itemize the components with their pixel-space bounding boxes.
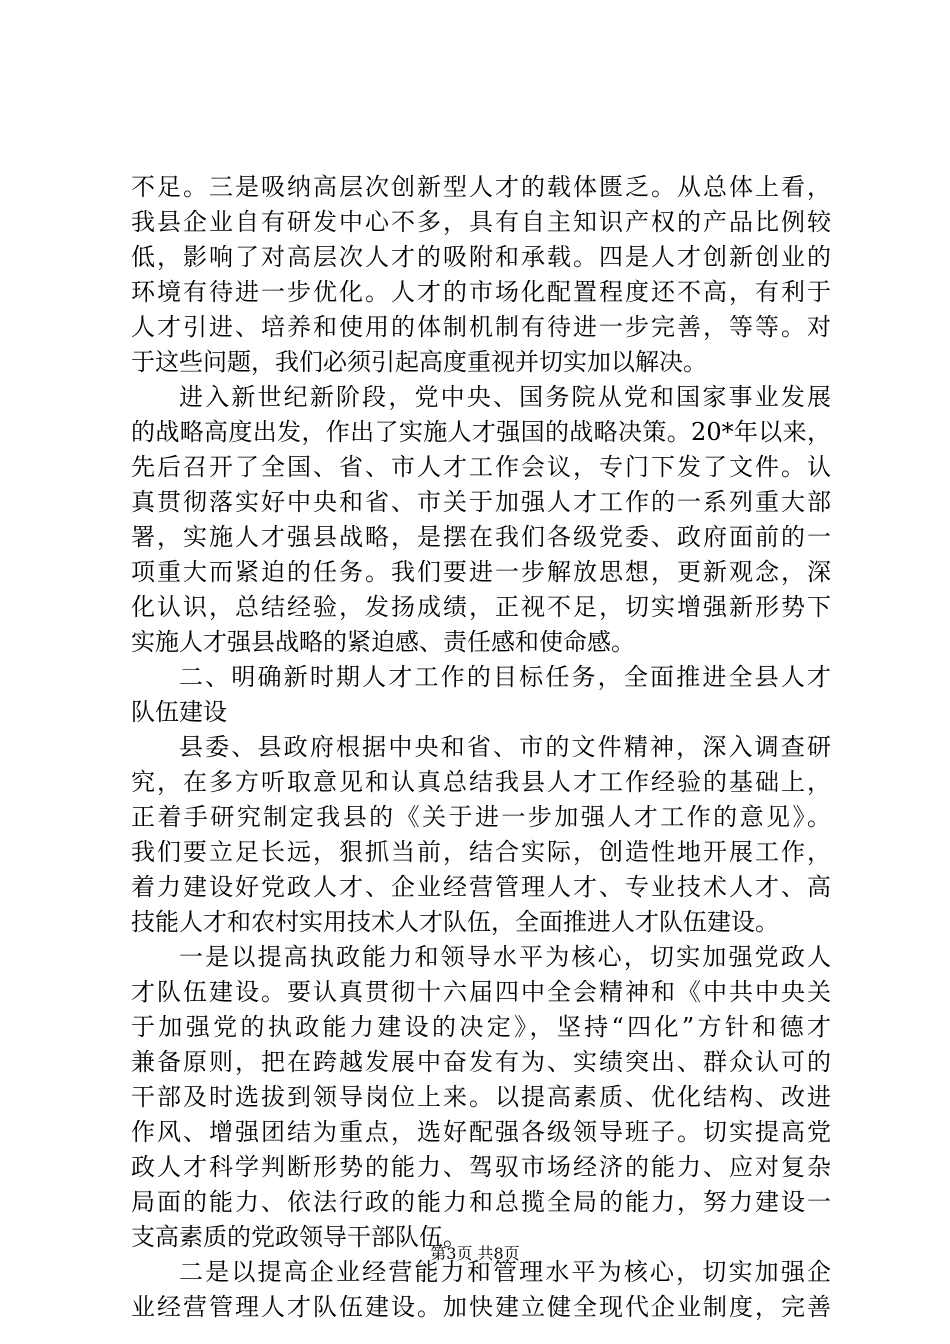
text-line: 环境有待进一步优化。人才的市场化配置程度还不高，有利于 [131,278,831,306]
text-line: 人才引进、培养和使用的体制机制有待进一步完善，等等。对 [131,313,831,341]
text-line: 实施人才强县战略的紧迫感、责任感和使命感。 [131,628,635,656]
text-line: 县委、县政府根据中央和省、市的文件精神，深入调查研 [179,733,831,761]
text-line: 着力建设好党政人才、企业经营管理人才、专业技术人才、高 [131,873,831,901]
text-line: 一是以提高执政能力和领导水平为核心，切实加强党政人 [179,943,831,971]
text-line: 局面的能力、依法行政的能力和总揽全局的能力，努力建设一 [131,1188,831,1216]
document-body [131,170,831,1325]
text-line: 低，影响了对高层次人才的吸附和承载。四是人才创新创业的 [131,243,831,271]
page-footer: 第3页 共8页 [430,1244,520,1263]
text-line: 正着手研究制定我县的《关于进一步加强人才工作的意见》。 [131,803,831,831]
text-line: 我们要立足长远，狠抓当前，结合实际，创造性地开展工作， [131,838,831,866]
text-line: 化认识，总结经验，发扬成绩，正视不足，切实增强新形势下 [131,593,831,621]
text-line: 于这些问题，我们必须引起高度重视并切实加以解决。 [131,348,707,376]
text-line: 署，实施人才强县战略，是摆在我们各级党委、政府面前的一 [131,523,831,551]
text-line: 二、明确新时期人才工作的目标任务，全面推进全县人才 [179,663,831,691]
text-line: 真贯彻落实好中央和省、市关于加强人才工作的一系列重大部 [131,488,831,516]
text-line: 究，在多方听取意见和认真总结我县人才工作经验的基础上， [131,768,831,796]
text-line: 项重大而紧迫的任务。我们要进一步解放思想，更新观念，深 [131,558,831,586]
text-line: 才队伍建设。要认真贯彻十六届四中全会精神和《中共中央关 [131,978,831,1006]
text-line: 支高素质的党政领导干部队伍。 [131,1223,467,1251]
text-line: 作风、增强团结为重点，选好配强各级领导班子。切实提高党 [131,1118,831,1146]
text-line: 进入新世纪新阶段，党中央、国务院从党和国家事业发展 [179,383,831,411]
text-line: 技能人才和农村实用技术人才队伍，全面推进人才队伍建设。 [131,908,779,936]
text-line: 干部及时选拔到领导岗位上来。以提高素质、优化结构、改进 [131,1083,831,1111]
text-line: 业经营管理人才队伍建设。加快建立健全现代企业制度，完善 [131,1293,831,1321]
text-line: 的战略高度出发，作出了实施人才强国的战略决策。20*年以来， [131,418,831,446]
text-line: 二是以提高企业经营能力和管理水平为核心，切实加强企 [179,1258,831,1286]
text-line: 队伍建设 [131,698,227,726]
text-line: 我县企业自有研发中心不多，具有自主知识产权的产品比例较 [131,208,831,236]
text-line: 先后召开了全国、省、市人才工作会议，专门下发了文件。认 [131,453,831,481]
text-line: 兼备原则，把在跨越发展中奋发有为、实绩突出、群众认可的 [131,1048,831,1076]
text-line: 不足。三是吸纳高层次创新型人才的载体匮乏。从总体上看， [131,173,831,201]
text-line: 政人才科学判断形势的能力、驾驭市场经济的能力、应对复杂 [131,1153,831,1181]
text-line: 于加强党的执政能力建设的决定》，坚持“四化”方针和德才 [131,1013,831,1041]
